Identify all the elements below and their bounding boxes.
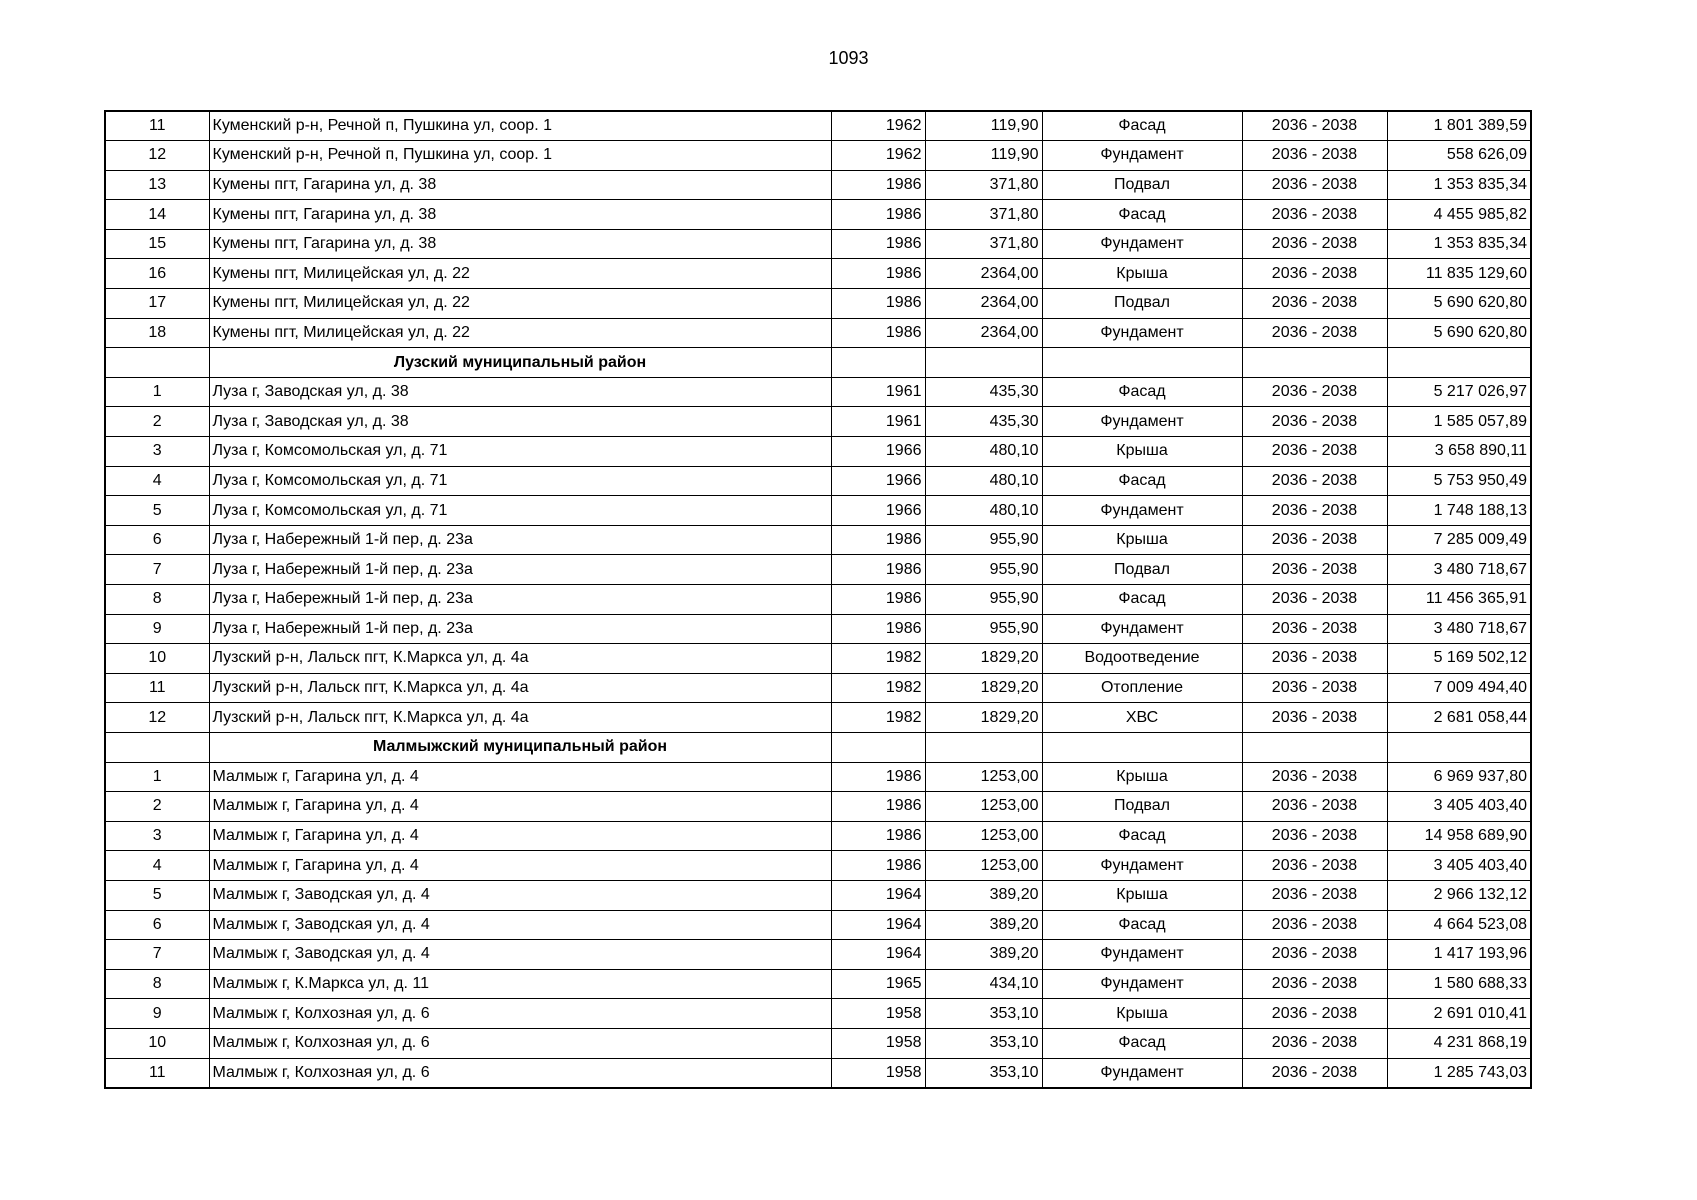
address-cell: Кумены пгт, Милицейская ул, д. 22 [209, 318, 831, 348]
cost-cell: 3 405 403,40 [1387, 851, 1531, 881]
address-cell: Лузский р-н, Лальск пгт, К.Маркса ул, д. 4а [209, 644, 831, 674]
work-type-cell: Фасад [1042, 111, 1242, 141]
cost-cell: 1 417 193,96 [1387, 940, 1531, 970]
address-cell: Куменский р-н, Речной п, Пушкина ул, соор. 1 [209, 111, 831, 141]
period-cell: 2036 - 2038 [1242, 229, 1387, 259]
table-row [105, 999, 1531, 1029]
year-cell: 1986 [831, 525, 925, 555]
cost-cell: 1 285 743,03 [1387, 1058, 1531, 1088]
address-cell: Куменский р-н, Речной п, Пушкина ул, соор. 1 [209, 141, 831, 171]
section-header-row [105, 732, 1531, 762]
area-cell: 1253,00 [925, 821, 1042, 851]
address-cell: Кумены пгт, Гагарина ул, д. 38 [209, 200, 831, 230]
repair-schedule-table [104, 110, 1532, 1089]
work-type-cell: Фундамент [1042, 229, 1242, 259]
area-cell: 480,10 [925, 437, 1042, 467]
year-cell: 1982 [831, 673, 925, 703]
row-number: 7 [105, 555, 209, 585]
row-number: 8 [105, 969, 209, 999]
empty-cell [1387, 732, 1531, 762]
period-cell: 2036 - 2038 [1242, 673, 1387, 703]
table-row [105, 170, 1531, 200]
work-type-cell: Фундамент [1042, 940, 1242, 970]
table-row [105, 141, 1531, 171]
address-cell: Малмыж г, К.Маркса ул, д. 11 [209, 969, 831, 999]
table-row [105, 940, 1531, 970]
work-type-cell: Крыша [1042, 880, 1242, 910]
period-cell: 2036 - 2038 [1242, 259, 1387, 289]
table-row [105, 496, 1531, 526]
work-type-cell: Фасад [1042, 821, 1242, 851]
table-row [105, 762, 1531, 792]
address-cell: Малмыж г, Заводская ул, д. 4 [209, 880, 831, 910]
row-number: 4 [105, 466, 209, 496]
page-number: 1093 [828, 48, 869, 68]
table-row [105, 703, 1531, 733]
period-cell: 2036 - 2038 [1242, 111, 1387, 141]
cost-cell: 7 285 009,49 [1387, 525, 1531, 555]
area-cell: 389,20 [925, 910, 1042, 940]
work-type-cell: Подвал [1042, 555, 1242, 585]
cost-cell: 1 585 057,89 [1387, 407, 1531, 437]
table-row [105, 910, 1531, 940]
cost-cell: 5 690 620,80 [1387, 318, 1531, 348]
year-cell: 1986 [831, 200, 925, 230]
year-cell: 1961 [831, 377, 925, 407]
period-cell: 2036 - 2038 [1242, 377, 1387, 407]
year-cell: 1965 [831, 969, 925, 999]
work-type-cell: Крыша [1042, 259, 1242, 289]
area-cell: 119,90 [925, 141, 1042, 171]
empty-cell [1242, 732, 1387, 762]
period-cell: 2036 - 2038 [1242, 200, 1387, 230]
area-cell: 955,90 [925, 525, 1042, 555]
table-row [105, 259, 1531, 289]
cost-cell: 4 231 868,19 [1387, 1028, 1531, 1058]
row-number: 12 [105, 141, 209, 171]
year-cell: 1962 [831, 141, 925, 171]
year-cell: 1966 [831, 437, 925, 467]
row-number: 10 [105, 644, 209, 674]
table-row [105, 673, 1531, 703]
row-number: 3 [105, 437, 209, 467]
row-number: 3 [105, 821, 209, 851]
area-cell: 955,90 [925, 555, 1042, 585]
period-cell: 2036 - 2038 [1242, 940, 1387, 970]
area-cell: 1253,00 [925, 792, 1042, 822]
row-number: 16 [105, 259, 209, 289]
table-row [105, 644, 1531, 674]
period-cell: 2036 - 2038 [1242, 910, 1387, 940]
work-type-cell: Подвал [1042, 170, 1242, 200]
table-row [105, 525, 1531, 555]
year-cell: 1986 [831, 614, 925, 644]
year-cell: 1958 [831, 1028, 925, 1058]
table-body [105, 111, 1531, 1088]
cost-cell: 1 801 389,59 [1387, 111, 1531, 141]
area-cell: 1253,00 [925, 762, 1042, 792]
section-title: Лузский муниципальный район [209, 348, 831, 378]
year-cell: 1986 [831, 170, 925, 200]
address-cell: Луза г, Набережный 1-й пер, д. 23а [209, 614, 831, 644]
empty-cell [105, 348, 209, 378]
work-type-cell: Отопление [1042, 673, 1242, 703]
row-number: 14 [105, 200, 209, 230]
year-cell: 1982 [831, 644, 925, 674]
period-cell: 2036 - 2038 [1242, 141, 1387, 171]
row-number: 9 [105, 999, 209, 1029]
address-cell: Кумены пгт, Гагарина ул, д. 38 [209, 229, 831, 259]
year-cell: 1986 [831, 229, 925, 259]
work-type-cell: Крыша [1042, 437, 1242, 467]
period-cell: 2036 - 2038 [1242, 525, 1387, 555]
row-number: 15 [105, 229, 209, 259]
row-number: 8 [105, 585, 209, 615]
cost-cell: 5 217 026,97 [1387, 377, 1531, 407]
year-cell: 1986 [831, 318, 925, 348]
table-row [105, 437, 1531, 467]
table-row [105, 200, 1531, 230]
period-cell: 2036 - 2038 [1242, 437, 1387, 467]
cost-cell: 1 580 688,33 [1387, 969, 1531, 999]
period-cell: 2036 - 2038 [1242, 851, 1387, 881]
area-cell: 435,30 [925, 377, 1042, 407]
empty-cell [831, 348, 925, 378]
year-cell: 1964 [831, 880, 925, 910]
cost-cell: 7 009 494,40 [1387, 673, 1531, 703]
period-cell: 2036 - 2038 [1242, 644, 1387, 674]
table-row [105, 555, 1531, 585]
period-cell: 2036 - 2038 [1242, 1028, 1387, 1058]
address-cell: Луза г, Набережный 1-й пер, д. 23а [209, 585, 831, 615]
table-row [105, 969, 1531, 999]
area-cell: 1253,00 [925, 851, 1042, 881]
row-number: 9 [105, 614, 209, 644]
area-cell: 353,10 [925, 999, 1042, 1029]
cost-cell: 2 681 058,44 [1387, 703, 1531, 733]
empty-cell [1042, 348, 1242, 378]
row-number: 5 [105, 496, 209, 526]
work-type-cell: Фундамент [1042, 969, 1242, 999]
address-cell: Лузский р-н, Лальск пгт, К.Маркса ул, д. 4а [209, 673, 831, 703]
table-row [105, 1058, 1531, 1088]
cost-cell: 11 835 129,60 [1387, 259, 1531, 289]
section-title: Малмыжский муниципальный район [209, 732, 831, 762]
empty-cell [1242, 348, 1387, 378]
cost-cell: 5 169 502,12 [1387, 644, 1531, 674]
address-cell: Малмыж г, Заводская ул, д. 4 [209, 940, 831, 970]
empty-cell [105, 732, 209, 762]
work-type-cell: Фундамент [1042, 614, 1242, 644]
period-cell: 2036 - 2038 [1242, 496, 1387, 526]
year-cell: 1986 [831, 585, 925, 615]
work-type-cell: Фасад [1042, 585, 1242, 615]
work-type-cell: Крыша [1042, 762, 1242, 792]
year-cell: 1964 [831, 910, 925, 940]
work-type-cell: Подвал [1042, 289, 1242, 319]
table-row [105, 111, 1531, 141]
work-type-cell: Фасад [1042, 200, 1242, 230]
year-cell: 1986 [831, 851, 925, 881]
address-cell: Луза г, Набережный 1-й пер, д. 23а [209, 525, 831, 555]
area-cell: 371,80 [925, 170, 1042, 200]
row-number: 11 [105, 111, 209, 141]
work-type-cell: Фасад [1042, 910, 1242, 940]
address-cell: Малмыж г, Колхозная ул, д. 6 [209, 1028, 831, 1058]
table-row [105, 614, 1531, 644]
row-number: 1 [105, 377, 209, 407]
row-number: 13 [105, 170, 209, 200]
cost-cell: 11 456 365,91 [1387, 585, 1531, 615]
area-cell: 955,90 [925, 585, 1042, 615]
area-cell: 371,80 [925, 229, 1042, 259]
area-cell: 353,10 [925, 1058, 1042, 1088]
address-cell: Луза г, Комсомольская ул, д. 71 [209, 437, 831, 467]
year-cell: 1986 [831, 762, 925, 792]
period-cell: 2036 - 2038 [1242, 703, 1387, 733]
cost-cell: 3 405 403,40 [1387, 792, 1531, 822]
period-cell: 2036 - 2038 [1242, 999, 1387, 1029]
work-type-cell: Фундамент [1042, 407, 1242, 437]
period-cell: 2036 - 2038 [1242, 170, 1387, 200]
cost-cell: 4 664 523,08 [1387, 910, 1531, 940]
year-cell: 1958 [831, 1058, 925, 1088]
period-cell: 2036 - 2038 [1242, 969, 1387, 999]
empty-cell [1042, 732, 1242, 762]
cost-cell: 3 480 718,67 [1387, 614, 1531, 644]
cost-cell: 3 480 718,67 [1387, 555, 1531, 585]
cost-cell: 1 353 835,34 [1387, 229, 1531, 259]
row-number: 17 [105, 289, 209, 319]
table-row [105, 792, 1531, 822]
period-cell: 2036 - 2038 [1242, 407, 1387, 437]
empty-cell [1387, 348, 1531, 378]
cost-cell: 4 455 985,82 [1387, 200, 1531, 230]
address-cell: Малмыж г, Гагарина ул, д. 4 [209, 792, 831, 822]
table-row [105, 821, 1531, 851]
address-cell: Малмыж г, Заводская ул, д. 4 [209, 910, 831, 940]
address-cell: Кумены пгт, Милицейская ул, д. 22 [209, 259, 831, 289]
row-number: 2 [105, 407, 209, 437]
cost-cell: 3 658 890,11 [1387, 437, 1531, 467]
row-number: 5 [105, 880, 209, 910]
period-cell: 2036 - 2038 [1242, 880, 1387, 910]
year-cell: 1986 [831, 821, 925, 851]
area-cell: 2364,00 [925, 318, 1042, 348]
address-cell: Малмыж г, Гагарина ул, д. 4 [209, 851, 831, 881]
year-cell: 1986 [831, 792, 925, 822]
cost-cell: 5 753 950,49 [1387, 466, 1531, 496]
row-number: 7 [105, 940, 209, 970]
row-number: 6 [105, 525, 209, 555]
work-type-cell: Крыша [1042, 525, 1242, 555]
table-row [105, 289, 1531, 319]
row-number: 2 [105, 792, 209, 822]
area-cell: 119,90 [925, 111, 1042, 141]
work-type-cell: Фасад [1042, 1028, 1242, 1058]
row-number: 11 [105, 1058, 209, 1088]
work-type-cell: Фасад [1042, 466, 1242, 496]
cost-cell: 6 969 937,80 [1387, 762, 1531, 792]
row-number: 6 [105, 910, 209, 940]
table-row [105, 466, 1531, 496]
year-cell: 1962 [831, 111, 925, 141]
area-cell: 955,90 [925, 614, 1042, 644]
period-cell: 2036 - 2038 [1242, 1058, 1387, 1088]
year-cell: 1982 [831, 703, 925, 733]
year-cell: 1966 [831, 466, 925, 496]
cost-cell: 5 690 620,80 [1387, 289, 1531, 319]
area-cell: 480,10 [925, 466, 1042, 496]
area-cell: 2364,00 [925, 289, 1042, 319]
area-cell: 2364,00 [925, 259, 1042, 289]
work-type-cell: Фасад [1042, 377, 1242, 407]
period-cell: 2036 - 2038 [1242, 289, 1387, 319]
work-type-cell: ХВС [1042, 703, 1242, 733]
address-cell: Луза г, Заводская ул, д. 38 [209, 377, 831, 407]
period-cell: 2036 - 2038 [1242, 585, 1387, 615]
cost-cell: 1 748 188,13 [1387, 496, 1531, 526]
cost-cell: 14 958 689,90 [1387, 821, 1531, 851]
area-cell: 480,10 [925, 496, 1042, 526]
table-row [105, 1028, 1531, 1058]
table-row [105, 377, 1531, 407]
work-type-cell: Крыша [1042, 999, 1242, 1029]
work-type-cell: Фундамент [1042, 1058, 1242, 1088]
empty-cell [925, 732, 1042, 762]
year-cell: 1966 [831, 496, 925, 526]
area-cell: 389,20 [925, 940, 1042, 970]
row-number: 4 [105, 851, 209, 881]
table-row [105, 229, 1531, 259]
row-number: 10 [105, 1028, 209, 1058]
work-type-cell: Фундамент [1042, 851, 1242, 881]
work-type-cell: Подвал [1042, 792, 1242, 822]
area-cell: 1829,20 [925, 644, 1042, 674]
empty-cell [831, 732, 925, 762]
address-cell: Кумены пгт, Милицейская ул, д. 22 [209, 289, 831, 319]
area-cell: 435,30 [925, 407, 1042, 437]
area-cell: 434,10 [925, 969, 1042, 999]
year-cell: 1986 [831, 555, 925, 585]
table-row [105, 851, 1531, 881]
period-cell: 2036 - 2038 [1242, 614, 1387, 644]
table-row [105, 318, 1531, 348]
row-number: 18 [105, 318, 209, 348]
address-cell: Луза г, Комсомольская ул, д. 71 [209, 496, 831, 526]
year-cell: 1986 [831, 259, 925, 289]
period-cell: 2036 - 2038 [1242, 555, 1387, 585]
section-header-row [105, 348, 1531, 378]
address-cell: Кумены пгт, Гагарина ул, д. 38 [209, 170, 831, 200]
row-number: 1 [105, 762, 209, 792]
work-type-cell: Фундамент [1042, 318, 1242, 348]
area-cell: 371,80 [925, 200, 1042, 230]
work-type-cell: Фундамент [1042, 141, 1242, 171]
area-cell: 389,20 [925, 880, 1042, 910]
address-cell: Луза г, Набережный 1-й пер, д. 23а [209, 555, 831, 585]
period-cell: 2036 - 2038 [1242, 318, 1387, 348]
address-cell: Лузский р-н, Лальск пгт, К.Маркса ул, д. 4а [209, 703, 831, 733]
table-row [105, 407, 1531, 437]
table-row [105, 880, 1531, 910]
area-cell: 1829,20 [925, 673, 1042, 703]
year-cell: 1961 [831, 407, 925, 437]
row-number: 11 [105, 673, 209, 703]
period-cell: 2036 - 2038 [1242, 792, 1387, 822]
cost-cell: 2 691 010,41 [1387, 999, 1531, 1029]
address-cell: Луза г, Заводская ул, д. 38 [209, 407, 831, 437]
year-cell: 1986 [831, 289, 925, 319]
year-cell: 1958 [831, 999, 925, 1029]
cost-cell: 558 626,09 [1387, 141, 1531, 171]
area-cell: 1829,20 [925, 703, 1042, 733]
period-cell: 2036 - 2038 [1242, 762, 1387, 792]
area-cell: 353,10 [925, 1028, 1042, 1058]
address-cell: Малмыж г, Колхозная ул, д. 6 [209, 999, 831, 1029]
work-type-cell: Водоотведение [1042, 644, 1242, 674]
table-row [105, 585, 1531, 615]
address-cell: Малмыж г, Гагарина ул, д. 4 [209, 821, 831, 851]
address-cell: Луза г, Комсомольская ул, д. 71 [209, 466, 831, 496]
work-type-cell: Фундамент [1042, 496, 1242, 526]
row-number: 12 [105, 703, 209, 733]
address-cell: Малмыж г, Гагарина ул, д. 4 [209, 762, 831, 792]
period-cell: 2036 - 2038 [1242, 466, 1387, 496]
period-cell: 2036 - 2038 [1242, 821, 1387, 851]
empty-cell [925, 348, 1042, 378]
cost-cell: 2 966 132,12 [1387, 880, 1531, 910]
cost-cell: 1 353 835,34 [1387, 170, 1531, 200]
address-cell: Малмыж г, Колхозная ул, д. 6 [209, 1058, 831, 1088]
year-cell: 1964 [831, 940, 925, 970]
